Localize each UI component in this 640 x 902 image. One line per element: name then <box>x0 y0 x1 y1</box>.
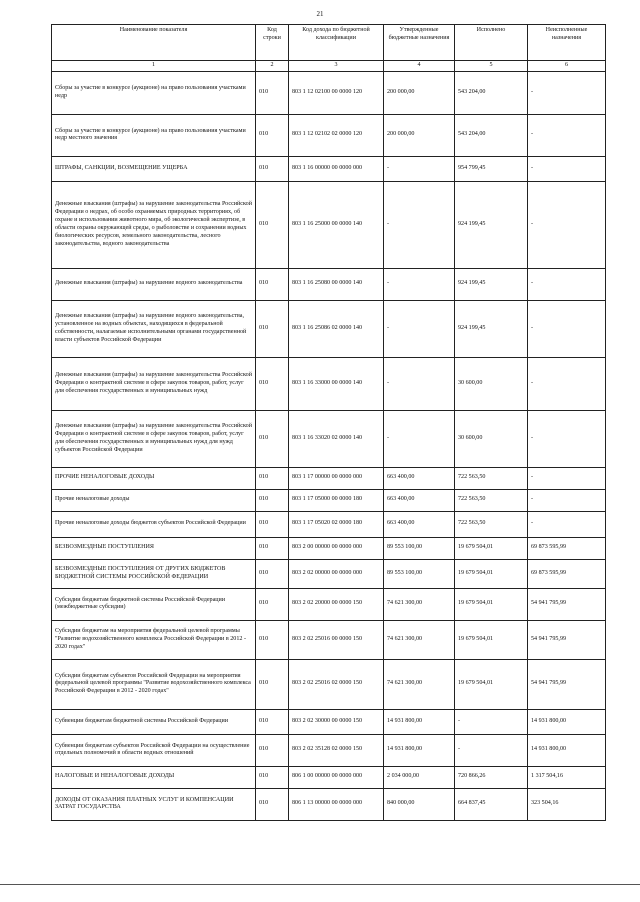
row-unexecuted-value: 54 941 795,99 <box>528 620 606 659</box>
row-executed-value: - <box>455 734 528 766</box>
row-unexecuted-value: - <box>528 511 606 537</box>
row-executed-value: 30 600,00 <box>455 357 528 410</box>
row-executed-value: 954 799,45 <box>455 156 528 181</box>
row-budget-code: 803 1 16 25000 00 0000 140 <box>289 181 384 268</box>
row-indicator-name: Сборы за участие в конкурсе (аукционе) на право пользования участками недр местного значения <box>52 114 256 156</box>
row-executed-value: 543 204,00 <box>455 114 528 156</box>
column-number-row <box>52 61 606 72</box>
table-row <box>52 588 606 620</box>
row-approved-value: 2 034 000,00 <box>384 766 455 788</box>
row-line-code: 010 <box>256 511 289 537</box>
row-budget-code: 803 2 02 30000 00 0000 150 <box>289 709 384 734</box>
row-unexecuted-value: - <box>528 467 606 489</box>
table-header-row <box>52 25 606 61</box>
header-approved: Утвержденные бюджетные назначения <box>384 25 455 61</box>
row-budget-code: 806 1 00 00000 00 0000 000 <box>289 766 384 788</box>
row-indicator-name: НАЛОГОВЫЕ И НЕНАЛОГОВЫЕ ДОХОДЫ <box>52 766 256 788</box>
table-row <box>52 559 606 588</box>
table-row <box>52 734 606 766</box>
row-indicator-name: Субвенции бюджетам бюджетной системы Российской Федерации <box>52 709 256 734</box>
row-line-code: 010 <box>256 71 289 114</box>
table-body <box>52 71 606 820</box>
row-approved-value: - <box>384 357 455 410</box>
table-row <box>52 357 606 410</box>
column-number: 5 <box>455 61 528 72</box>
row-budget-code: 803 1 16 00000 00 0000 000 <box>289 156 384 181</box>
row-indicator-name: БЕЗВОЗМЕЗДНЫЕ ПОСТУПЛЕНИЯ ОТ ДРУГИХ БЮДЖЕТОВ БЮДЖЕТНОЙ СИСТЕМЫ РОССИЙСКОЙ ФЕДЕРАЦИИ <box>52 559 256 588</box>
header-unexecuted: Неисполненные назначения <box>528 25 606 61</box>
row-indicator-name: ШТРАФЫ, САНКЦИИ, ВОЗМЕЩЕНИЕ УЩЕРБА <box>52 156 256 181</box>
row-budget-code: 803 1 16 25086 02 0000 140 <box>289 300 384 357</box>
row-executed-value: 924 199,45 <box>455 300 528 357</box>
row-unexecuted-value: - <box>528 268 606 300</box>
row-executed-value: 924 199,45 <box>455 181 528 268</box>
row-budget-code: 803 2 02 35128 02 0000 150 <box>289 734 384 766</box>
row-executed-value: 19 679 504,01 <box>455 659 528 709</box>
row-budget-code: 803 1 16 33020 02 0000 140 <box>289 410 384 467</box>
row-budget-code: 803 2 02 25016 02 0000 150 <box>289 659 384 709</box>
row-line-code: 010 <box>256 766 289 788</box>
row-indicator-name: Прочие неналоговые доходы бюджетов субъектов Российской Федерации <box>52 511 256 537</box>
row-budget-code: 803 2 02 25016 00 0000 150 <box>289 620 384 659</box>
row-indicator-name: Денежные взыскания (штрафы) за нарушение законодательства Российской Федерации о контрактной системе в сфере закупок товаров, работ, услуг для обеспечения государственных и муниципальных нужд для нужд субъектов Российской Федерации <box>52 410 256 467</box>
row-approved-value: - <box>384 268 455 300</box>
row-indicator-name: Денежные взыскания (штрафы) за нарушение водного законодательства <box>52 268 256 300</box>
row-budget-code: 803 2 02 00000 00 0000 000 <box>289 559 384 588</box>
column-number: 6 <box>528 61 606 72</box>
row-indicator-name: Сборы за участие в конкурсе (аукционе) на право пользования участками недр <box>52 71 256 114</box>
row-indicator-name: Денежные взыскания (штрафы) за нарушение законодательства Российской Федерации о недрах, об особо охраняемых природных территориях, об охране и использовании животного мира, об экологической экспертизе, в области охраны окружающей среды, о рыболовстве и сохранении водных биологических ресурсов, земельного законодательства, лесного законодательства, водного законодательства <box>52 181 256 268</box>
row-line-code: 010 <box>256 788 289 820</box>
row-line-code: 010 <box>256 268 289 300</box>
page-bottom-rule <box>0 884 640 885</box>
row-indicator-name: Прочие неналоговые доходы <box>52 489 256 511</box>
row-approved-value: 89 553 100,00 <box>384 559 455 588</box>
row-indicator-name: Субвенции бюджетам субъектов Российской Федерации на осуществление отдельных полномочий в области водных отношений <box>52 734 256 766</box>
row-executed-value: 19 679 504,01 <box>455 620 528 659</box>
row-executed-value: 30 600,00 <box>455 410 528 467</box>
table-row <box>52 511 606 537</box>
column-number: 4 <box>384 61 455 72</box>
table-row <box>52 489 606 511</box>
row-unexecuted-value: 14 931 800,00 <box>528 734 606 766</box>
table-row <box>52 788 606 820</box>
table-row <box>52 709 606 734</box>
row-unexecuted-value: 54 941 795,99 <box>528 659 606 709</box>
table-row <box>52 659 606 709</box>
row-approved-value: - <box>384 181 455 268</box>
row-approved-value: 663 400,00 <box>384 489 455 511</box>
row-line-code: 010 <box>256 410 289 467</box>
table-row <box>52 410 606 467</box>
row-line-code: 010 <box>256 588 289 620</box>
row-approved-value: 14 931 800,00 <box>384 734 455 766</box>
row-budget-code: 806 1 13 00000 00 0000 000 <box>289 788 384 820</box>
row-line-code: 010 <box>256 709 289 734</box>
row-indicator-name: Денежные взыскания (штрафы) за нарушение водного законодательства, установленное на водных объектах, находящихся в федеральной собственности, налагаемые исполнительными органами государственной власти субъектов Российской Федерации <box>52 300 256 357</box>
row-unexecuted-value: - <box>528 410 606 467</box>
header-line-code: Код строки <box>256 25 289 61</box>
table-row <box>52 537 606 559</box>
row-indicator-name: ПРОЧИЕ НЕНАЛОГОВЫЕ ДОХОДЫ <box>52 467 256 489</box>
row-executed-value: 543 204,00 <box>455 71 528 114</box>
row-line-code: 010 <box>256 114 289 156</box>
row-unexecuted-value: - <box>528 114 606 156</box>
row-unexecuted-value: - <box>528 181 606 268</box>
row-line-code: 010 <box>256 559 289 588</box>
row-executed-value: 722 563,50 <box>455 489 528 511</box>
row-line-code: 010 <box>256 357 289 410</box>
row-approved-value: 89 553 100,00 <box>384 537 455 559</box>
row-approved-value: 74 621 300,00 <box>384 588 455 620</box>
row-budget-code: 803 1 12 02100 00 0000 120 <box>289 71 384 114</box>
row-line-code: 010 <box>256 734 289 766</box>
row-unexecuted-value: - <box>528 357 606 410</box>
row-indicator-name: ДОХОДЫ ОТ ОКАЗАНИЯ ПЛАТНЫХ УСЛУГ И КОМПЕНСАЦИИ ЗАТРАТ ГОСУДАРСТВА <box>52 788 256 820</box>
table-row <box>52 620 606 659</box>
row-approved-value: 200 000,00 <box>384 114 455 156</box>
row-unexecuted-value: - <box>528 300 606 357</box>
row-budget-code: 803 1 17 00000 00 0000 000 <box>289 467 384 489</box>
column-number: 1 <box>52 61 256 72</box>
row-budget-code: 803 1 17 05020 02 0000 180 <box>289 511 384 537</box>
row-approved-value: - <box>384 410 455 467</box>
row-unexecuted-value: 69 873 595,99 <box>528 537 606 559</box>
revenue-report-table <box>51 24 606 821</box>
row-executed-value: 722 563,50 <box>455 467 528 489</box>
row-approved-value: 74 621 300,00 <box>384 659 455 709</box>
table-row <box>52 467 606 489</box>
row-line-code: 010 <box>256 181 289 268</box>
page-number: 21 <box>316 10 324 18</box>
row-budget-code: 803 1 16 25080 00 0000 140 <box>289 268 384 300</box>
header-budget-code: Код дохода по бюджетной классификации <box>289 25 384 61</box>
row-approved-value: 663 400,00 <box>384 467 455 489</box>
row-unexecuted-value: 69 873 595,99 <box>528 559 606 588</box>
row-line-code: 010 <box>256 300 289 357</box>
row-unexecuted-value: - <box>528 71 606 114</box>
row-unexecuted-value: 1 317 504,16 <box>528 766 606 788</box>
row-executed-value: 19 679 504,01 <box>455 588 528 620</box>
table-row <box>52 114 606 156</box>
row-budget-code: 803 2 02 20000 00 0000 150 <box>289 588 384 620</box>
column-number: 3 <box>289 61 384 72</box>
row-approved-value: - <box>384 300 455 357</box>
row-unexecuted-value: 323 504,16 <box>528 788 606 820</box>
header-executed: Исполнено <box>455 25 528 61</box>
row-budget-code: 803 1 17 05000 00 0000 180 <box>289 489 384 511</box>
row-line-code: 010 <box>256 659 289 709</box>
row-executed-value: 19 679 504,01 <box>455 537 528 559</box>
row-approved-value: 200 000,00 <box>384 71 455 114</box>
header-indicator-name: Наименование показателя <box>52 25 256 61</box>
row-unexecuted-value: - <box>528 489 606 511</box>
row-unexecuted-value: 14 931 800,00 <box>528 709 606 734</box>
row-indicator-name: БЕЗВОЗМЕЗДНЫЕ ПОСТУПЛЕНИЯ <box>52 537 256 559</box>
row-approved-value: 663 400,00 <box>384 511 455 537</box>
row-executed-value: 722 563,50 <box>455 511 528 537</box>
table-row <box>52 300 606 357</box>
table-row <box>52 156 606 181</box>
row-indicator-name: Субсидии бюджетам бюджетной системы Российской Федерации (межбюджетные субсидии) <box>52 588 256 620</box>
row-line-code: 010 <box>256 489 289 511</box>
row-executed-value: - <box>455 709 528 734</box>
table-row <box>52 181 606 268</box>
row-approved-value: 74 621 300,00 <box>384 620 455 659</box>
row-indicator-name: Субсидии бюджетам на мероприятия федеральной целевой программы "Развитие водохозяйственного комплекса Российской Федерации в 2012 - 2020 годах" <box>52 620 256 659</box>
row-unexecuted-value: 54 941 795,99 <box>528 588 606 620</box>
row-indicator-name: Денежные взыскания (штрафы) за нарушение законодательства Российской Федерации о контрактной системе в сфере закупок товаров, работ, услуг для обеспечения государственных и муниципальных нужд <box>52 357 256 410</box>
row-budget-code: 803 2 00 00000 00 0000 000 <box>289 537 384 559</box>
table-row <box>52 766 606 788</box>
table-row <box>52 268 606 300</box>
row-budget-code: 803 1 16 33000 00 0000 140 <box>289 357 384 410</box>
row-executed-value: 924 199,45 <box>455 268 528 300</box>
row-approved-value: 840 000,00 <box>384 788 455 820</box>
table-row <box>52 71 606 114</box>
row-line-code: 010 <box>256 537 289 559</box>
row-executed-value: 19 679 504,01 <box>455 559 528 588</box>
row-executed-value: 664 837,45 <box>455 788 528 820</box>
row-executed-value: 720 866,26 <box>455 766 528 788</box>
row-line-code: 010 <box>256 467 289 489</box>
row-approved-value: 14 931 800,00 <box>384 709 455 734</box>
row-budget-code: 803 1 12 02102 02 0000 120 <box>289 114 384 156</box>
row-line-code: 010 <box>256 156 289 181</box>
row-unexecuted-value: - <box>528 156 606 181</box>
row-approved-value: - <box>384 156 455 181</box>
row-line-code: 010 <box>256 620 289 659</box>
column-number: 2 <box>256 61 289 72</box>
row-indicator-name: Субсидии бюджетам субъектов Российской Федерации на мероприятия федеральной целевой программы "Развитие водохозяйственного комплекса Российской Федерации в 2012 - 2020 годах" <box>52 659 256 709</box>
